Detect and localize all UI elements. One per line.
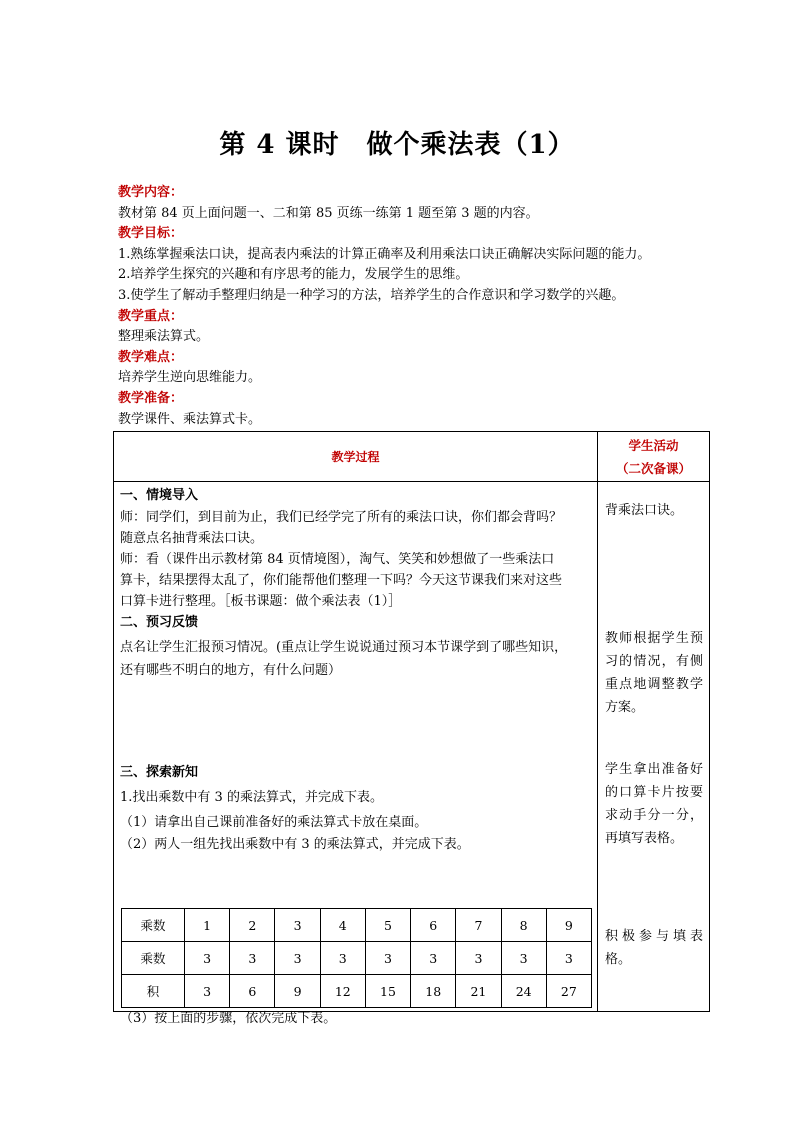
table-cell: 3	[546, 942, 591, 975]
table-cell: 3	[185, 942, 230, 975]
table-cell: 3	[275, 942, 320, 975]
table-cell: 3	[456, 942, 501, 975]
row-header: 乘数	[122, 909, 185, 942]
activity-note: 教师根据学生预习的情况，有侧重点地调整教学方案。	[605, 631, 703, 715]
goals-label: 教学目标：	[118, 226, 184, 242]
goal-item: 2.培养学生探究的兴趣和有序思考的能力，发展学生的思维。	[118, 267, 469, 283]
key-point-label: 教学重点：	[118, 308, 184, 324]
table-cell: 3	[501, 942, 546, 975]
preparation-text: 教学课件、乘法算式卡。	[118, 411, 262, 427]
key-point-text: 整理乘法算式。	[118, 329, 210, 345]
activity-header-title: 学生活动	[628, 437, 679, 453]
table-cell: 2	[230, 909, 275, 942]
activity-cell	[598, 482, 710, 1012]
table-cell: 3	[365, 942, 410, 975]
table-cell: 8	[501, 909, 546, 942]
lesson-table	[113, 431, 710, 1026]
process-header: 教学过程	[114, 432, 598, 482]
table-cell: 5	[365, 909, 410, 942]
page-title: 第 4 课时 做个乘法表（1）	[219, 130, 575, 160]
table-cell: 6	[411, 909, 456, 942]
content-text: 教材第 84 页上面问题一、二和第 85 页练一练第 1 题至第 3 题的内容。	[118, 205, 539, 221]
process-line: （1）请拿出自己课前准备好的乘法算式卡放在桌面。	[120, 815, 428, 830]
table-cell: 3	[320, 942, 365, 975]
table-row	[122, 975, 592, 1008]
table-cell: 9	[275, 975, 320, 1008]
process-line: 师：同学们，到目前为止，我们已经学完了所有的乘法口诀，你们都会背吗？	[120, 510, 563, 525]
table-cell: 15	[365, 975, 410, 1008]
process-line: （3）按上面的步骤，依次完成下表。	[120, 1011, 337, 1026]
table-cell: 12	[320, 975, 365, 1008]
section-heading: 一、情境导入	[120, 488, 199, 503]
table-cell: 18	[411, 975, 456, 1008]
activity-note: 积极参与填表格。	[605, 929, 703, 967]
process-line: 师：看（课件出示教材第 84 页情境图），淘气、笑笑和妙想做了一些乘法口	[120, 552, 555, 567]
row-header: 乘数	[122, 942, 185, 975]
process-line: （2）两人一组先找出乘数中有 3 的乘法算式，并完成下表。	[120, 837, 470, 852]
goal-item: 1.熟练掌握乘法口诀，提高表内乘法的计算正确率及利用乘法口诀正确解决实际问题的能力。	[118, 246, 651, 262]
section-heading: 三、探索新知	[120, 765, 199, 780]
process-line: 随意点名抽背乘法口诀。	[120, 531, 264, 546]
table-cell: 3	[411, 942, 456, 975]
table-cell: 3	[185, 975, 230, 1008]
table-cell: 3	[275, 909, 320, 942]
content-label: 教学内容：	[118, 185, 184, 200]
table-cell: 4	[320, 909, 365, 942]
lesson-info	[118, 183, 718, 430]
table-row	[122, 909, 592, 942]
activity-header	[598, 432, 710, 482]
preparation-label: 教学准备：	[118, 390, 184, 406]
goal-item: 3.使学生了解动手整理归纳是一种学习的方法，培养学生的合作意识和学习数学的兴趣。	[118, 287, 625, 303]
table-cell: 27	[546, 975, 591, 1008]
section-heading: 二、预习反馈	[120, 615, 199, 630]
table-cell: 7	[456, 909, 501, 942]
activity-header-subtitle: （二次备课）	[615, 460, 691, 476]
table-cell: 6	[230, 975, 275, 1008]
table-cell: 21	[456, 975, 501, 1008]
activity-note: 学生拿出准备好的口算卡片按要求动手分一分，再填写表格。	[605, 762, 703, 846]
process-line: 还有哪些不明白的地方，有什么问题）	[120, 663, 342, 678]
process-line: 1.找出乘数中有 3 的乘法算式，并完成下表。	[120, 790, 383, 805]
difficulty-label: 教学难点：	[118, 349, 184, 365]
process-line: 点名让学生汇报预习情况。(重点让学生说说通过预习本节课学到了哪些知识，	[120, 640, 568, 655]
table-cell: 3	[230, 942, 275, 975]
table-cell: 1	[185, 909, 230, 942]
table-row	[122, 942, 592, 975]
difficulty-text: 培养学生逆向思维能力。	[118, 370, 262, 386]
process-cell	[114, 482, 598, 1026]
table-cell: 9	[546, 909, 591, 942]
process-line: 口算卡进行整理。［板书课题：做个乘法表（1）］	[120, 594, 402, 609]
process-line: 算卡，结果摆得太乱了，你们能帮他们整理一下吗？今天这节课我们来对这些	[120, 573, 563, 588]
table-cell: 24	[501, 975, 546, 1008]
multiplication-table	[121, 908, 592, 1008]
activity-note: 背乘法口诀。	[605, 503, 684, 518]
row-header: 积	[122, 975, 185, 1008]
